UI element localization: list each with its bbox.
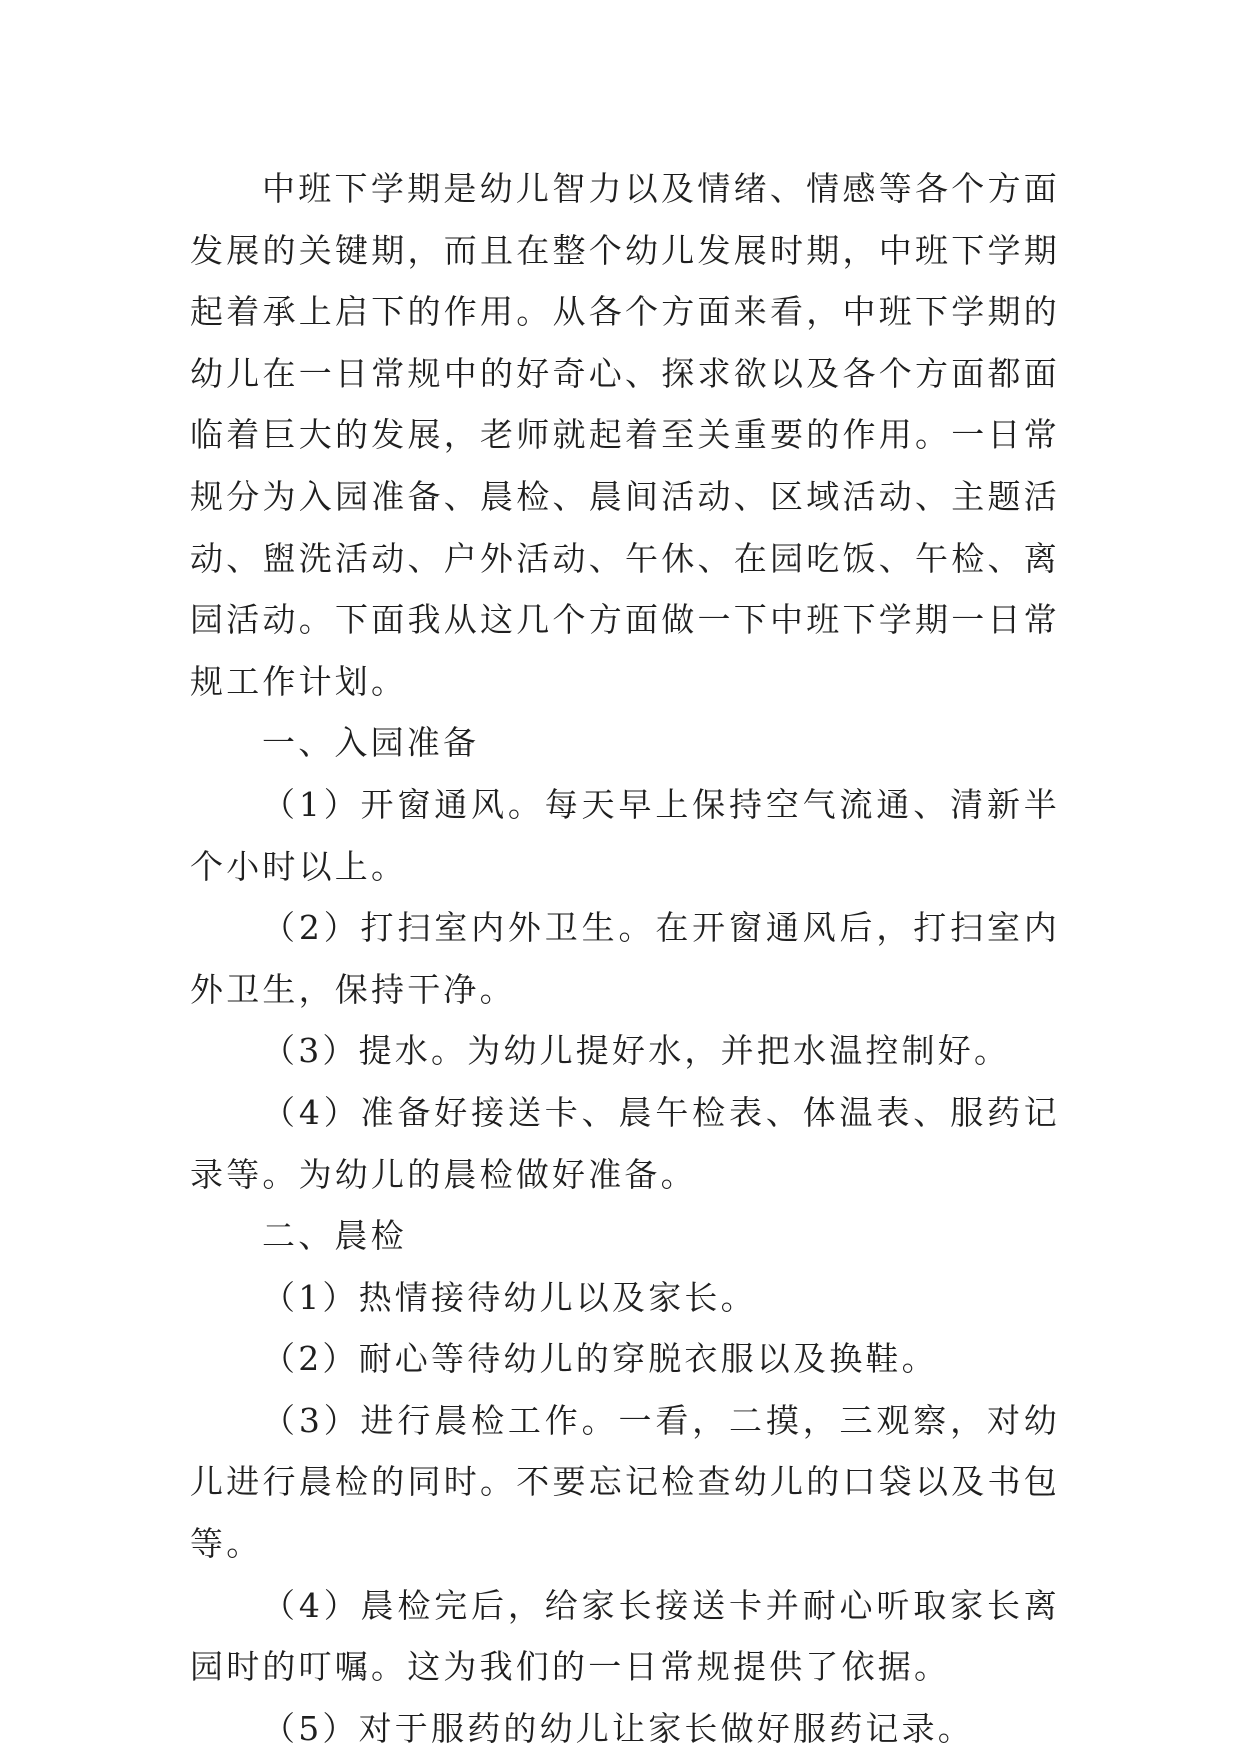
intro-paragraph: 中班下学期是幼儿智力以及情绪、情感等各个方面发展的关键期，而且在整个幼儿发展时期，中班下学期起着承上启下的作用。从各个方面来看，中班下学期的幼儿在一日常规中的好奇心、探求欲以及各个方面都面临着巨大的发展，老师就起着至关重要的作用。一日常规分为入园准备、晨检、晨间活动、区域活动、主题活动、盥洗活动、户外活动、午休、在园吃饭、午检、离园活动。下面我从这几个方面做一下中班下学期一日常规工作计划。 [190,169,1060,701]
list-item: （3）提水。为幼儿提好水，并把水温控制好。 [262,1031,1011,1071]
list-item: （4）准备好接送卡、晨午检表、体温表、服药记录等。为幼儿的晨检做好准备。 [190,1092,1060,1194]
document-body [190,158,1060,1759]
list-item: （1）热情接待幼儿以及家长。 [262,1277,757,1317]
list-item: （2）打扫室内外卫生。在开窗通风后，打扫室内外卫生，保持干净。 [190,908,1060,1009]
section-heading: 二、晨检 [262,1216,407,1256]
list-item: （2）耐心等待幼儿的穿脱衣服以及换鞋。 [262,1339,938,1379]
list-item: （3）进行晨检工作。一看，二摸，三观察，对幼儿进行晨检的同时。不要忘记检查幼儿的口袋以及书包等。 [190,1400,1060,1564]
list-item: （5）对于服药的幼儿让家长做好服药记录。 [262,1708,974,1748]
section-heading: 一、入园准备 [262,723,480,763]
list-item: （4）晨检完后，给家长接送卡并耐心听取家长离园时的叮嘱。这为我们的一日常规提供了依据。 [190,1585,1060,1687]
list-item: （1）开窗通风。每天早上保持空气流通、清新半个小时以上。 [190,784,1060,886]
